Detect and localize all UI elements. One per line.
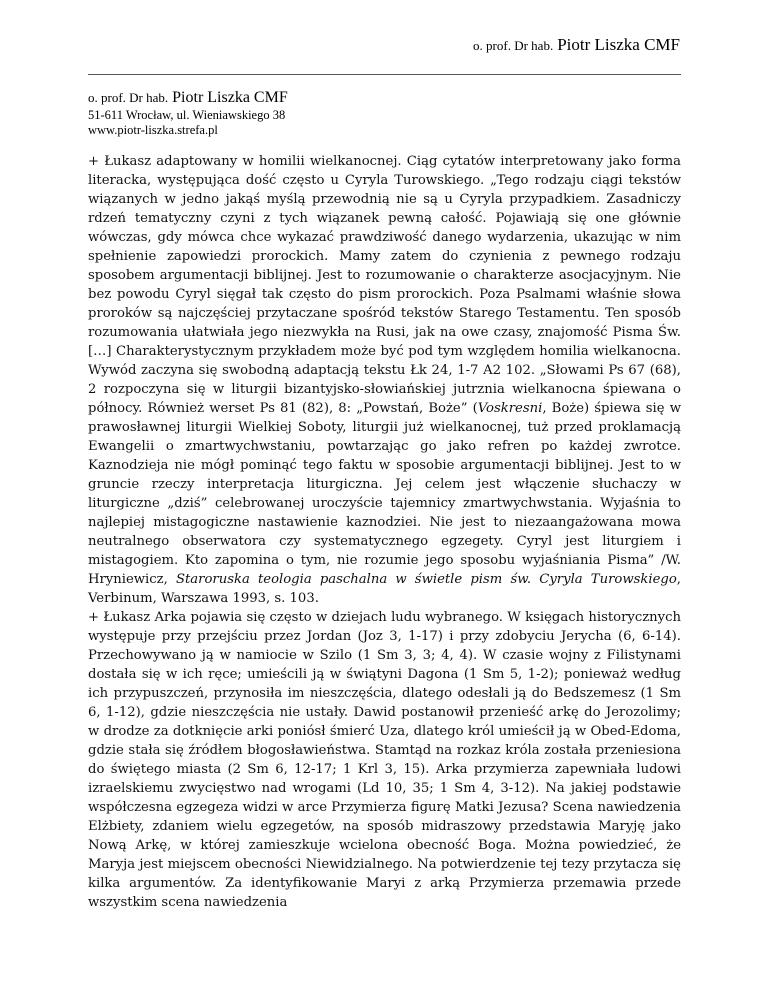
author-line: [88, 88, 288, 108]
author-address: 51-611 Wrocław, ul. Wieniawskiego 38: [88, 108, 286, 122]
author-website: www.piotr-liszka.strefa.pl: [88, 123, 218, 137]
header-divider: [88, 74, 681, 75]
paragraph: [88, 152, 681, 608]
text-segment: , Boże) śpiewa się w prawosławnej liturgii Wielkiej Soboty, liturgii już wielkanocnej, tuż przed proklamacją Ewangelii o zmartwychwstaniu, powtarzając go jako refren po każdej zwrotce. Kaznodzieja nie mógł pominąć tego faktu w sposobie argumentacji biblijnej. Jest to w gruncie rzeczy interpretacja liturgiczna. Jej celem jest włączenie słuchaczy w liturgiczne „dziś” celebrowanej uroczyście tajemnicy zmartwychwstania. Wyjaśnia to najlepiej mistagogiczne nastawienie kaznodziei. Nie jest to niezaangażowana mowa neutralnego obserwatora czy systematycznego egzegety. Cyryl jest liturgiem i mistagogiem. Kto zapomina o tym, nie rozumie jego sposobu wyjaśniania Pisma” /W. Hryniewicz,: [88, 401, 681, 587]
author-title-prefix: o. prof. Dr hab.: [88, 90, 169, 105]
italic-segment: Staroruska teologia paschalna w świetle pism św. Cyryla Turowskiego: [175, 572, 677, 587]
body-text: [88, 152, 681, 912]
running-header: [473, 35, 680, 55]
header-title-prefix: o. prof. Dr hab.: [473, 38, 554, 53]
header-author-name: Piotr Liszka CMF: [557, 35, 680, 54]
text-segment: + Łukasz adaptowany w homilii wielkanocnej. Ciąg cytatów interpretowany jako forma literacka, występująca dość często u Cyryla Turowskiego. „Tego rodzaju ciągi tekstów wiązanych w jedno jakąś myślą przewodnią nie są u Cyryla przypadkiem. Zasadniczy rdzeń tematyczny czyni z tych wiązanek pewną całość. Pojawiają się one głównie wówczas, gdy mówca chce wykazać prawdziwość danego wydarzenia, ukazując w nim spełnienie zapowiedzi prorockich. Mamy zatem do czynienia z pewnego rodzaju sposobem argumentacji biblijnej. Jest to rozumowanie o charakterze asocjacyjnym. Nie bez powodu Cyryl sięgał tak często do pism prorockich. Poza Psalmami właśnie słowa proroków są najczęściej przytaczane spośród tekstów Starego Testamentu. Ten sposób rozumowania ułatwiała jego niezwykła na Rusi, jak na owe czasy, znajomość Pisma Św. […] Charakterystycznym przykładem może być pod tym względem homilia wielkanocna. Wywód zaczyna się swobodną adaptacją tekstu Łk 24, 1-7 A2 102. „Słowami Ps 67 (68), 2 rozpoczyna się w liturgii bizantyjsko-słowiańskiej jutrznia wielkanocna śpiewana o północy. Również werset Ps 81 (82), 8: „Powstań, Boże” (: [88, 154, 681, 416]
text-segment: + Łukasz Arka pojawia się często w dziejach ludu wybranego. W księgach historycznych występuje przy przejściu przez Jordan (Joz 3, 1-17) i przy zdobyciu Jerycha (6, 6-14). Przechowywano ją w namiocie w Szilo (1 Sm 3, 3; 4, 4). W czasie wojny z Filistynami dostała się w ich ręce; umieścili ją w świątyni Dagona (1 Sm 5, 1-2); ponieważ według ich przypuszczeń, przynosiła im nieszczęścia, dlatego odesłali ją do Bedszemesz (1 Sm 6, 1-12), gdzie nieszczęścia nie ustały. Dawid postanowił przenieść arkę do Jerozolimy; w drodze za dotknięcie arki poniósł śmierć Uza, dlatego król umieścił ją w Obed-Edoma, gdzie stała się źródłem błogosławieństwa. Stamtąd na rozkaz króla została przeniesiona do świętego miasta (2 Sm 6, 12-17; 1 Krl 3, 15). Arka przymierza zapewniała ludowi izraelskiemu zwycięstwo nad wrogami (Ld 10, 35; 1 Sm 4, 3-12). Na jakiej podstawie współczesna egzegeza widzi w arce Przymierza figurę Matki Jezusa? Scena nawiedzenia Elżbiety, zdaniem wielu egzegetów, na sposób midraszowy przedstawia Maryję jako Nową Arkę, w której zamieszkuje wcielona obecność Boga. Można powiedzieć, że Maryja jest miejscem obecności Niewidzialnego. Na potwierdzenie tej tezy przytacza się kilka argumentów. Za identyfikowanie Maryi z arką Przymierza przemawia przede wszystkim scena nawiedzenia: [88, 610, 681, 910]
italic-segment: Voskresni: [477, 401, 543, 416]
text-segment: , Verbinum, Warszawa 1993, s. 103.: [88, 572, 681, 606]
author-name: Piotr Liszka CMF: [172, 89, 288, 106]
author-block: [88, 88, 288, 138]
paragraph: [88, 608, 681, 912]
